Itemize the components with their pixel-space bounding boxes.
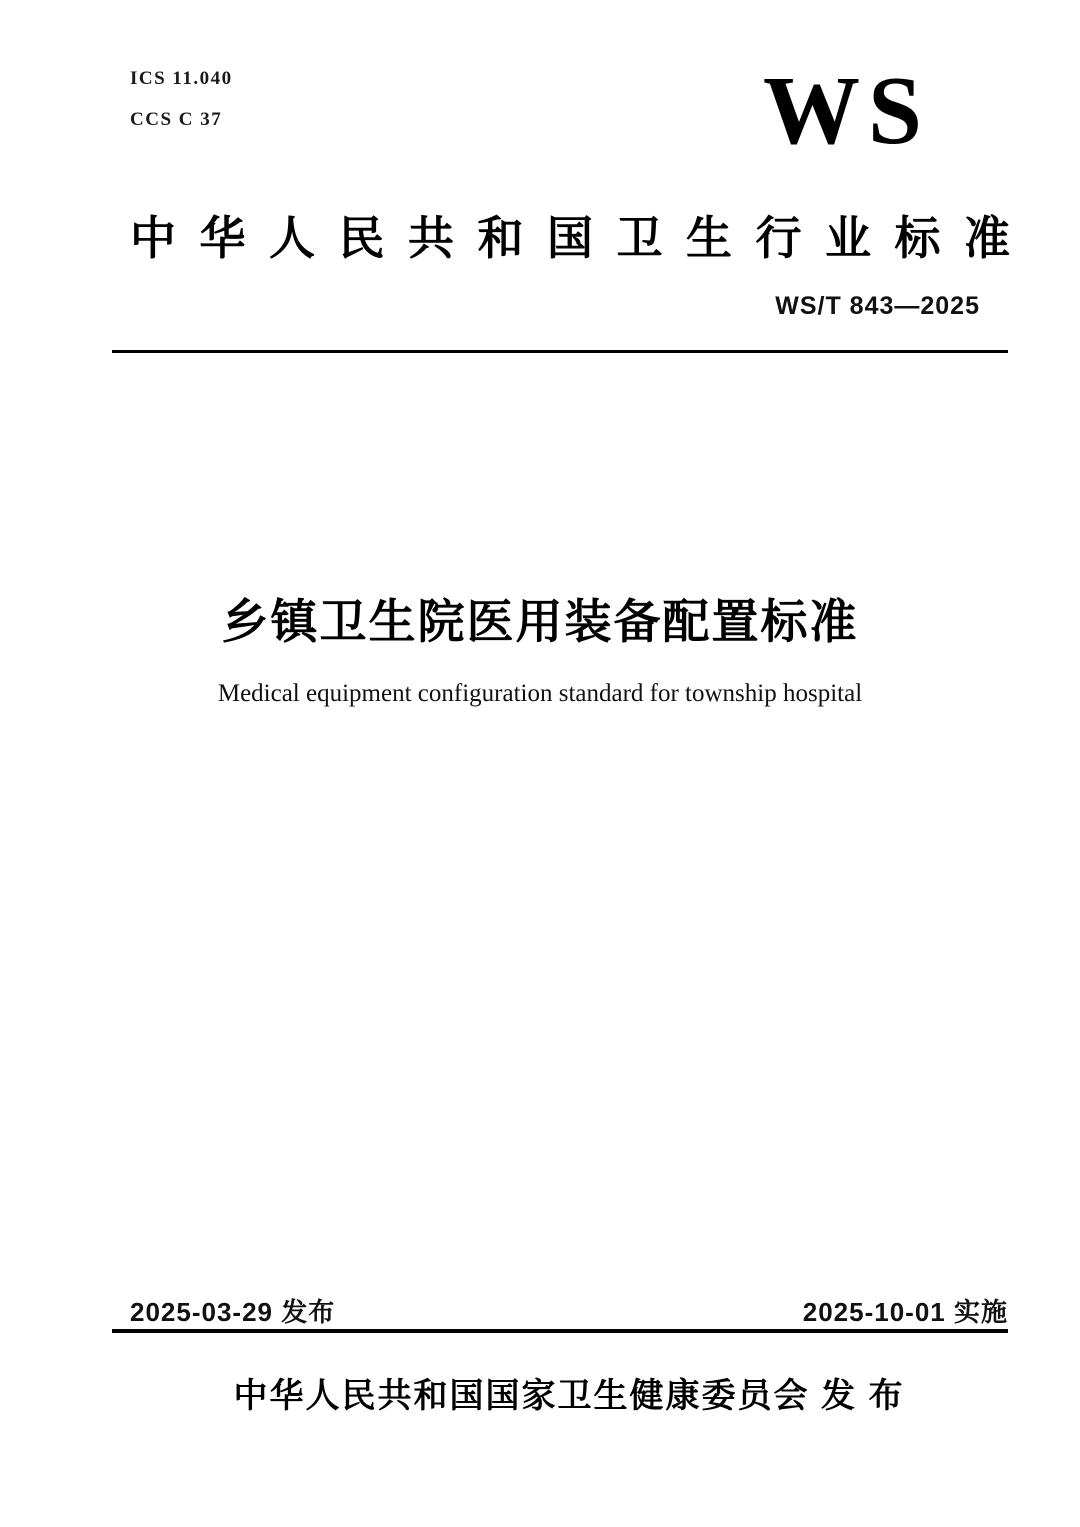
document-title-english: Medical equipment configuration standard for township hospital (217, 680, 863, 707)
dates-row (130, 1292, 1008, 1329)
document-title-chinese: 乡镇卫生院医用装备配置标准 (221, 595, 859, 648)
standard-type-title: 中 华 人 民 共 和 国 卫 生 行 业 标 准 (130, 212, 1010, 264)
implementation-date: 2025-10-01 实施 (802, 1297, 1008, 1327)
ws-logo: WS (763, 57, 930, 164)
header-divider-rule (112, 350, 1008, 353)
ccs-code: CCS C 37 (130, 109, 223, 130)
issue-date: 2025-03-29 发布 (130, 1297, 336, 1327)
footer-divider-rule (112, 1329, 1008, 1333)
publisher-line: 中华人民共和国国家卫生健康委员会 发 布 (233, 1377, 905, 1415)
standard-number: WS/T 843—2025 (775, 292, 980, 320)
ics-code: ICS 11.040 (130, 68, 233, 89)
